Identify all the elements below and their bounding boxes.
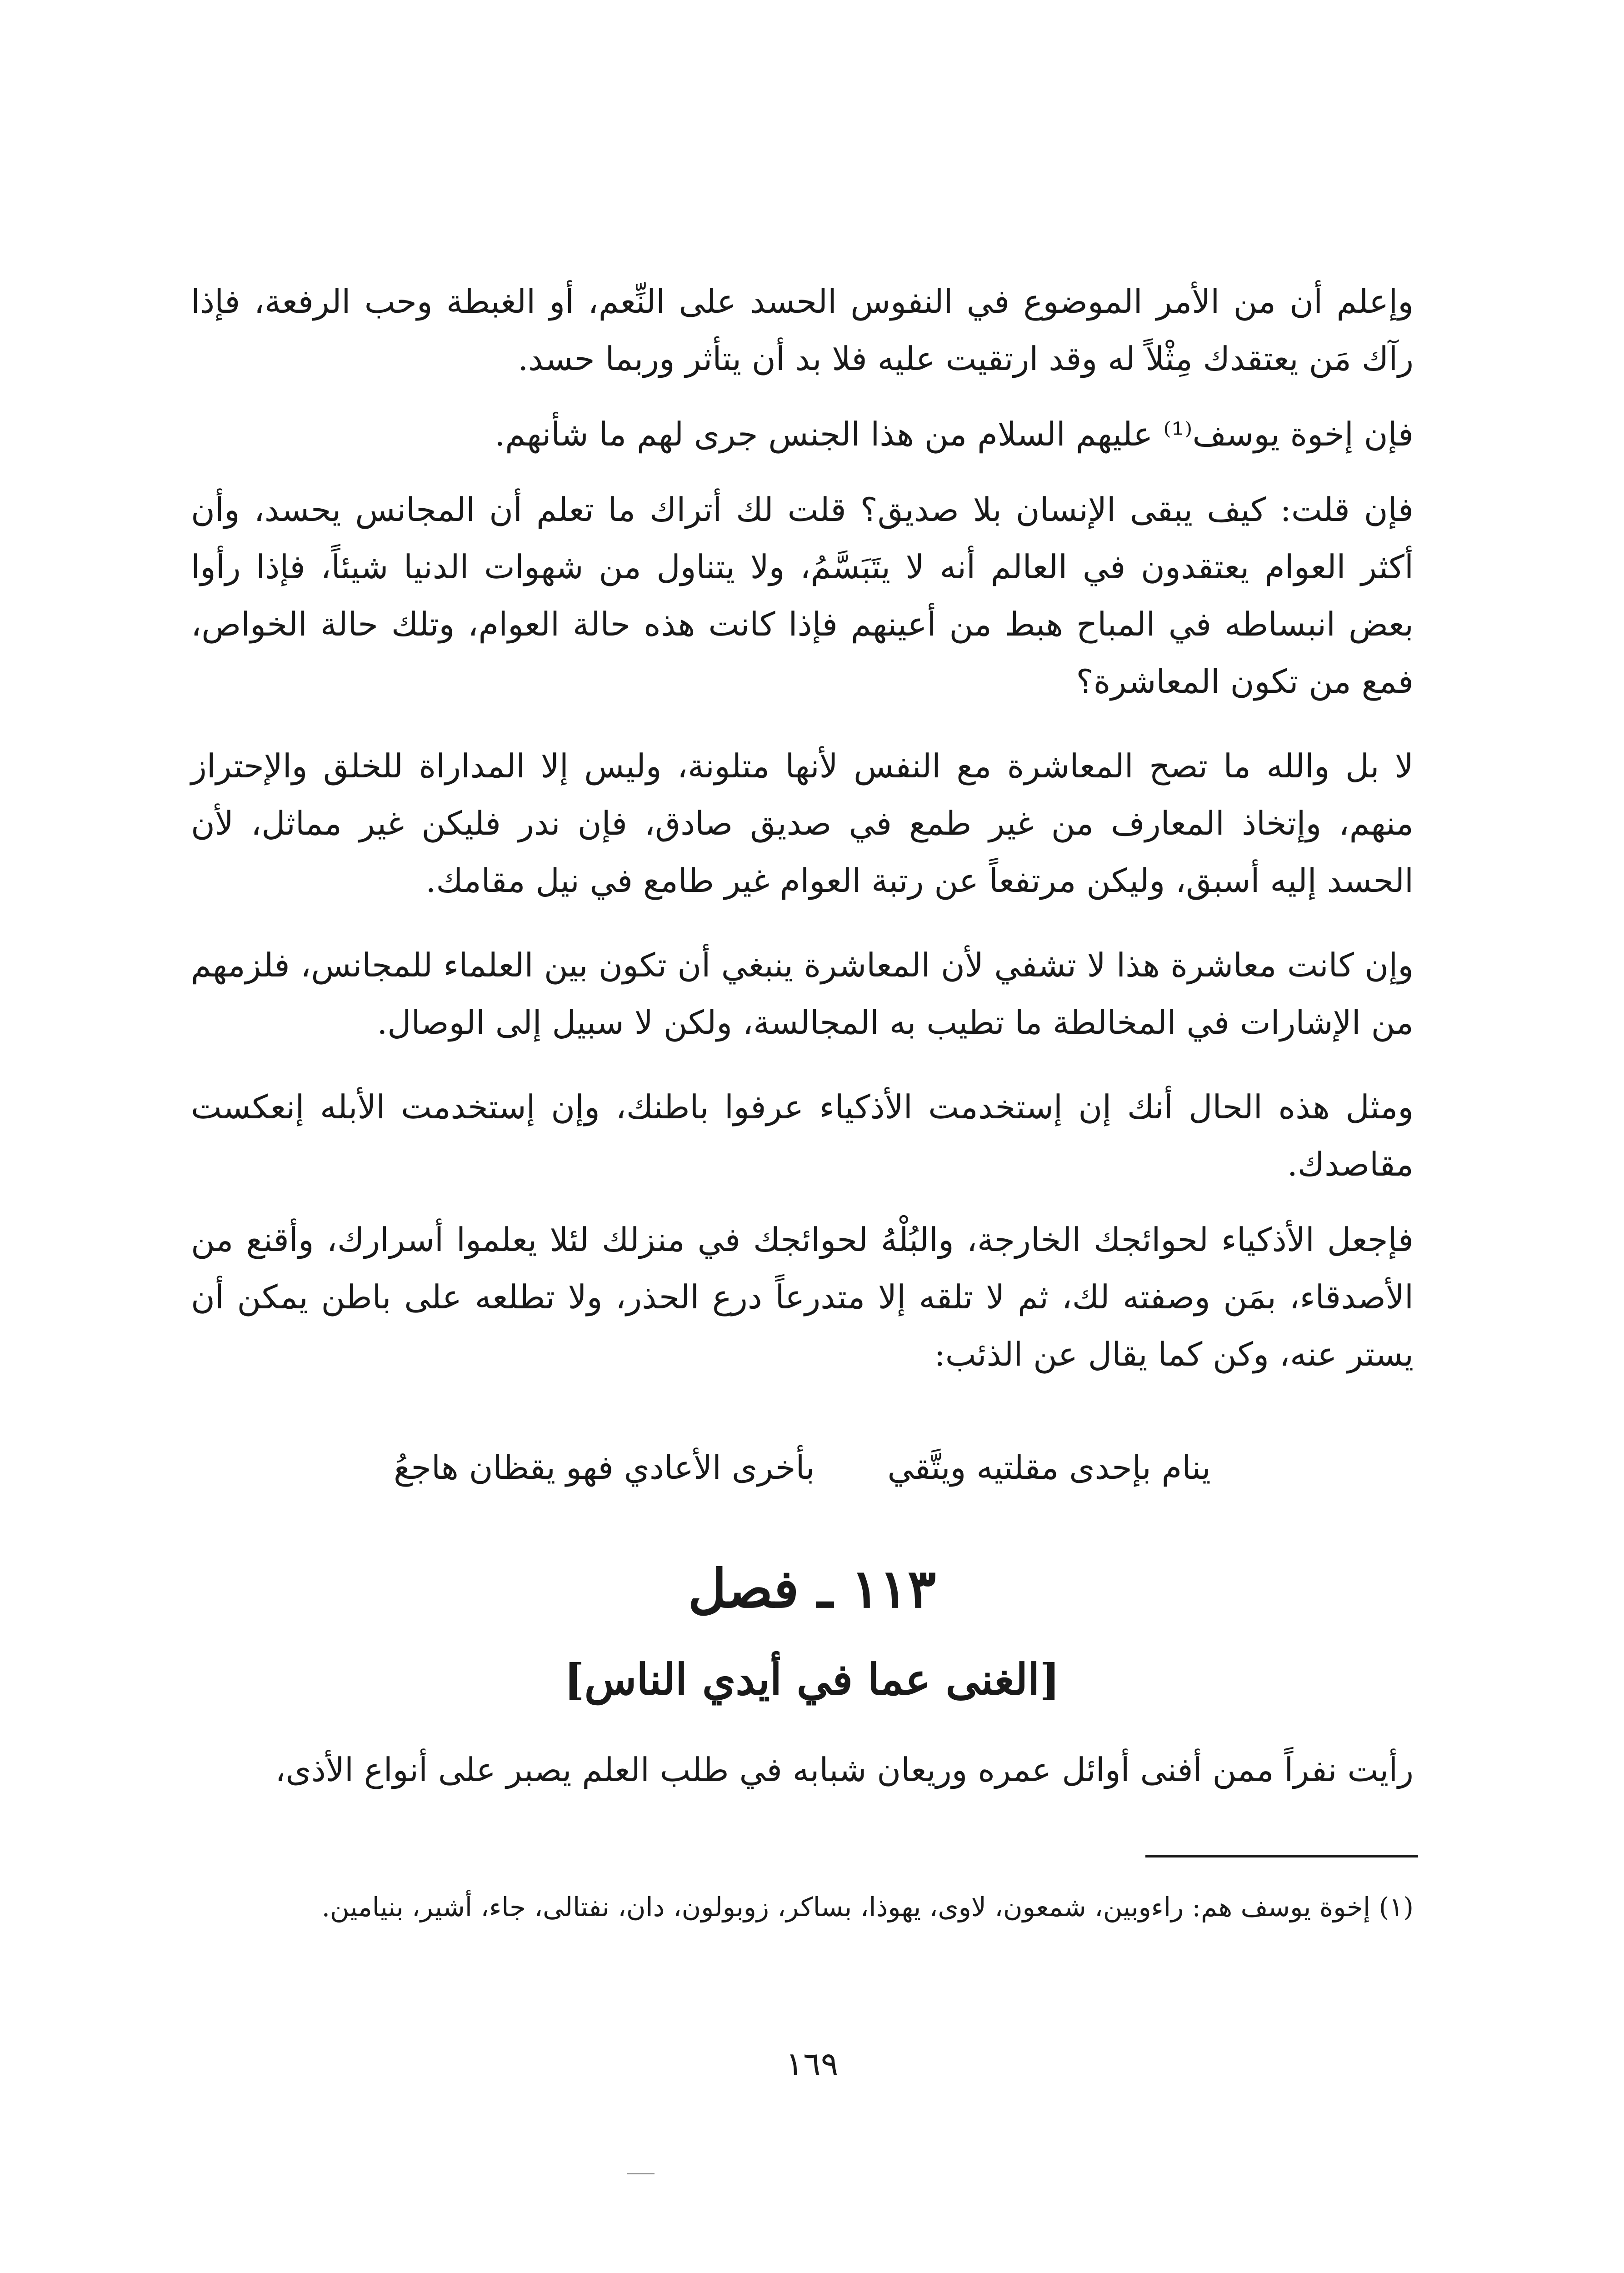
- paragraph-1: وإعلم أن من الأمر الموضوع في النفوس الحسد على النِّعم، أو الغبطة وحب الرفعة، فإذا رآك مَن يعتقدك مِثْلاً له وقد ارتقيت عليه فلا بد أن يتأثر وربما حسد.: [191, 282, 1414, 378]
- poetry-verse: [191, 1439, 1414, 1496]
- paragraph-5: وإن كانت معاشرة هذا لا تشفي لأن المعاشرة ينبغي أن تكون بين العلماء للمجانس، فلزمهم من الإشارات في المخالطة ما تطيب به المجالسة، ولكن لا سبيل إلى الوصال.: [191, 946, 1414, 1041]
- paragraph-after-title: رأيت نفراً ممن أفنى أوائل عمره وريعان شبابه في طلب العلم يصبر على أنواع الأذى،: [275, 1751, 1414, 1789]
- paragraph-4: لا بل والله ما تصح المعاشرة مع النفس لأنها متلونة، وليس إلا المداراة للخلق والإحتراز منهم، وإتخاذ المعارف من غير طمع في صديق صادق، فإن ندر فليكن غير مماثل، لأن الحسد إليه أسبق، وليكن مرتفعاً عن رتبة العوام غير طامع في نيل مقامك.: [191, 747, 1414, 900]
- paragraph-3: فإن قلت: كيف يبقى الإنسان بلا صديق؟ قلت لك أتراك ما تعلم أن المجانس يحسد، وأن أكثر العوام يعتقدون في العالم أنه لا يتَبَسَّمُ، ولا يتناول من شهوات الدنيا شيئاً، فإذا رأوا بعض انبساطه في المباح هبط من أعينهم فإذا كانت هذه حالة العوام، وتلك حالة الخواص، فمع من تكون المعاشرة؟: [191, 491, 1414, 701]
- scan-mark: [627, 2173, 655, 2174]
- verse-first-hemistich: ينام بإحدى مقلتيه ويتَّقي: [887, 1448, 1211, 1487]
- chapter-heading: ١١٣ ـ فصل: [688, 1558, 936, 1620]
- verse-second-hemistich: بأخرى الأعادي فهو يقظان هاجعُ: [394, 1448, 815, 1487]
- chapter-text: [191, 1741, 1414, 1798]
- footnote: (١) إخوة يوسف هم: راءوبين، شمعون، لاوى، يهوذا، بساكر، زوبولون، دان، نفتالى، جاء، أشير، بنيامين.: [321, 1892, 1414, 1923]
- paragraph-2: فإن إخوة يوسف⁽¹⁾ عليهم السلام من هذا الجنس جرى لهم ما شأنهم.: [495, 415, 1414, 453]
- paragraph-6: ومثل هذه الحال أنك إن إستخدمت الأذكياء عرفوا باطنك، وإن إستخدمت الأبله إنعكست مقاصدك.: [191, 1088, 1414, 1183]
- footnote-divider: [1145, 1855, 1418, 1857]
- page-number: ١٦٩: [785, 2045, 839, 2083]
- chapter-title: [الغنى عما في أيدي الناس]: [564, 1655, 1060, 1705]
- paragraph-7: فإجعل الأذكياء لحوائجك الخارجة، والبُلْهُ لحوائجك في منزلك لئلا يعلموا أسرارك، وأقنع من الأصدقاء، بمَن وصفته لك، ثم لا تلقه إلا متدرعاً درع الحذر، ولا تطلعه على باطن يمكن أن يستر عنه، وكن كما يقال عن الذئب:: [191, 1221, 1414, 1373]
- main-text: [191, 273, 1414, 1383]
